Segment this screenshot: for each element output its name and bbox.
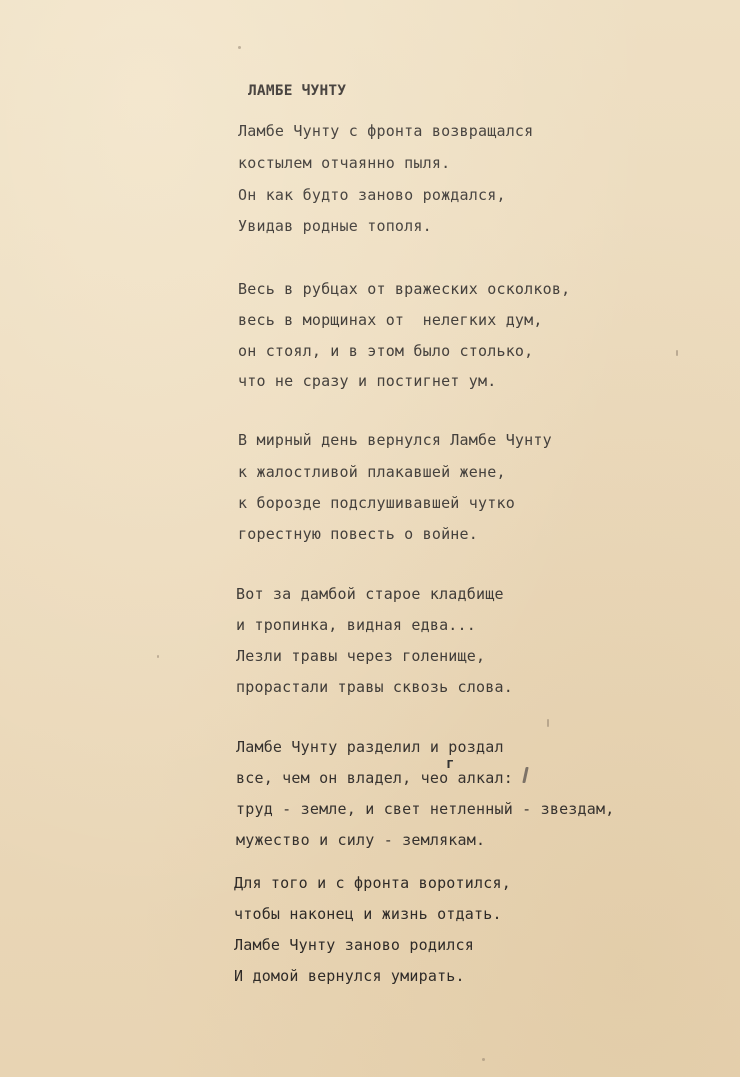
paper-speck (157, 655, 159, 658)
poem-line: Лезли травы через голенище, (236, 647, 486, 665)
poem-line: и тропинка, видная едва... (236, 616, 476, 634)
poem-line: Весь в рубцах от вражеских осколков, (238, 280, 571, 298)
poem-line: Увидав родные тополя. (238, 217, 432, 235)
poem-line: Вот за дамбой старое кладбище (236, 585, 504, 603)
poem-line: Ламбе Чунту разделил и роздал (236, 738, 504, 756)
poem-line: к борозде подслушивавшей чутко (238, 494, 515, 512)
poem-line: мужество и силу - землякам. (236, 831, 486, 849)
poem-line: костылем отчаянно пыля. (238, 154, 451, 172)
paper-speck (676, 350, 678, 356)
poem-line: весь в морщинах от нелегких дум, (238, 311, 543, 329)
paper-speck (482, 1058, 485, 1061)
poem-line: Для того и с фронта воротился, (234, 874, 511, 892)
poem-line: труд - земле, и свет нетленный - звездам, (236, 800, 615, 818)
poem-line: он стоял, и в этом было столько, (238, 342, 534, 360)
paper-speck (238, 46, 241, 49)
poem-line: Ламбе Чунту заново родился (234, 936, 474, 954)
poem-line: Он как будто заново рождался, (238, 186, 506, 204)
poem-line: В мирный день вернулся Ламбе Чунту (238, 431, 552, 449)
poem-title: ЛАМБЕ ЧУНТУ (248, 83, 347, 99)
poem-line: к жалостливой плакавшей жене, (238, 463, 506, 481)
poem-line: Ламбе Чунту с фронта возвращался (238, 122, 534, 140)
paper-speck (547, 719, 549, 727)
poem-line: чтобы наконец и жизнь отдать. (234, 905, 502, 923)
correction-mark (522, 767, 528, 783)
handwritten-correction: г (446, 756, 455, 772)
poem-line: все, чем он владел, чео алкал: (236, 769, 513, 787)
poem-line: И домой вернулся умирать. (234, 967, 465, 985)
poem-line: горестную повесть о войне. (238, 525, 478, 543)
poem-line: что не сразу и постигнет ум. (238, 372, 497, 390)
poem-line: прорастали травы сквозь слова. (236, 678, 513, 696)
